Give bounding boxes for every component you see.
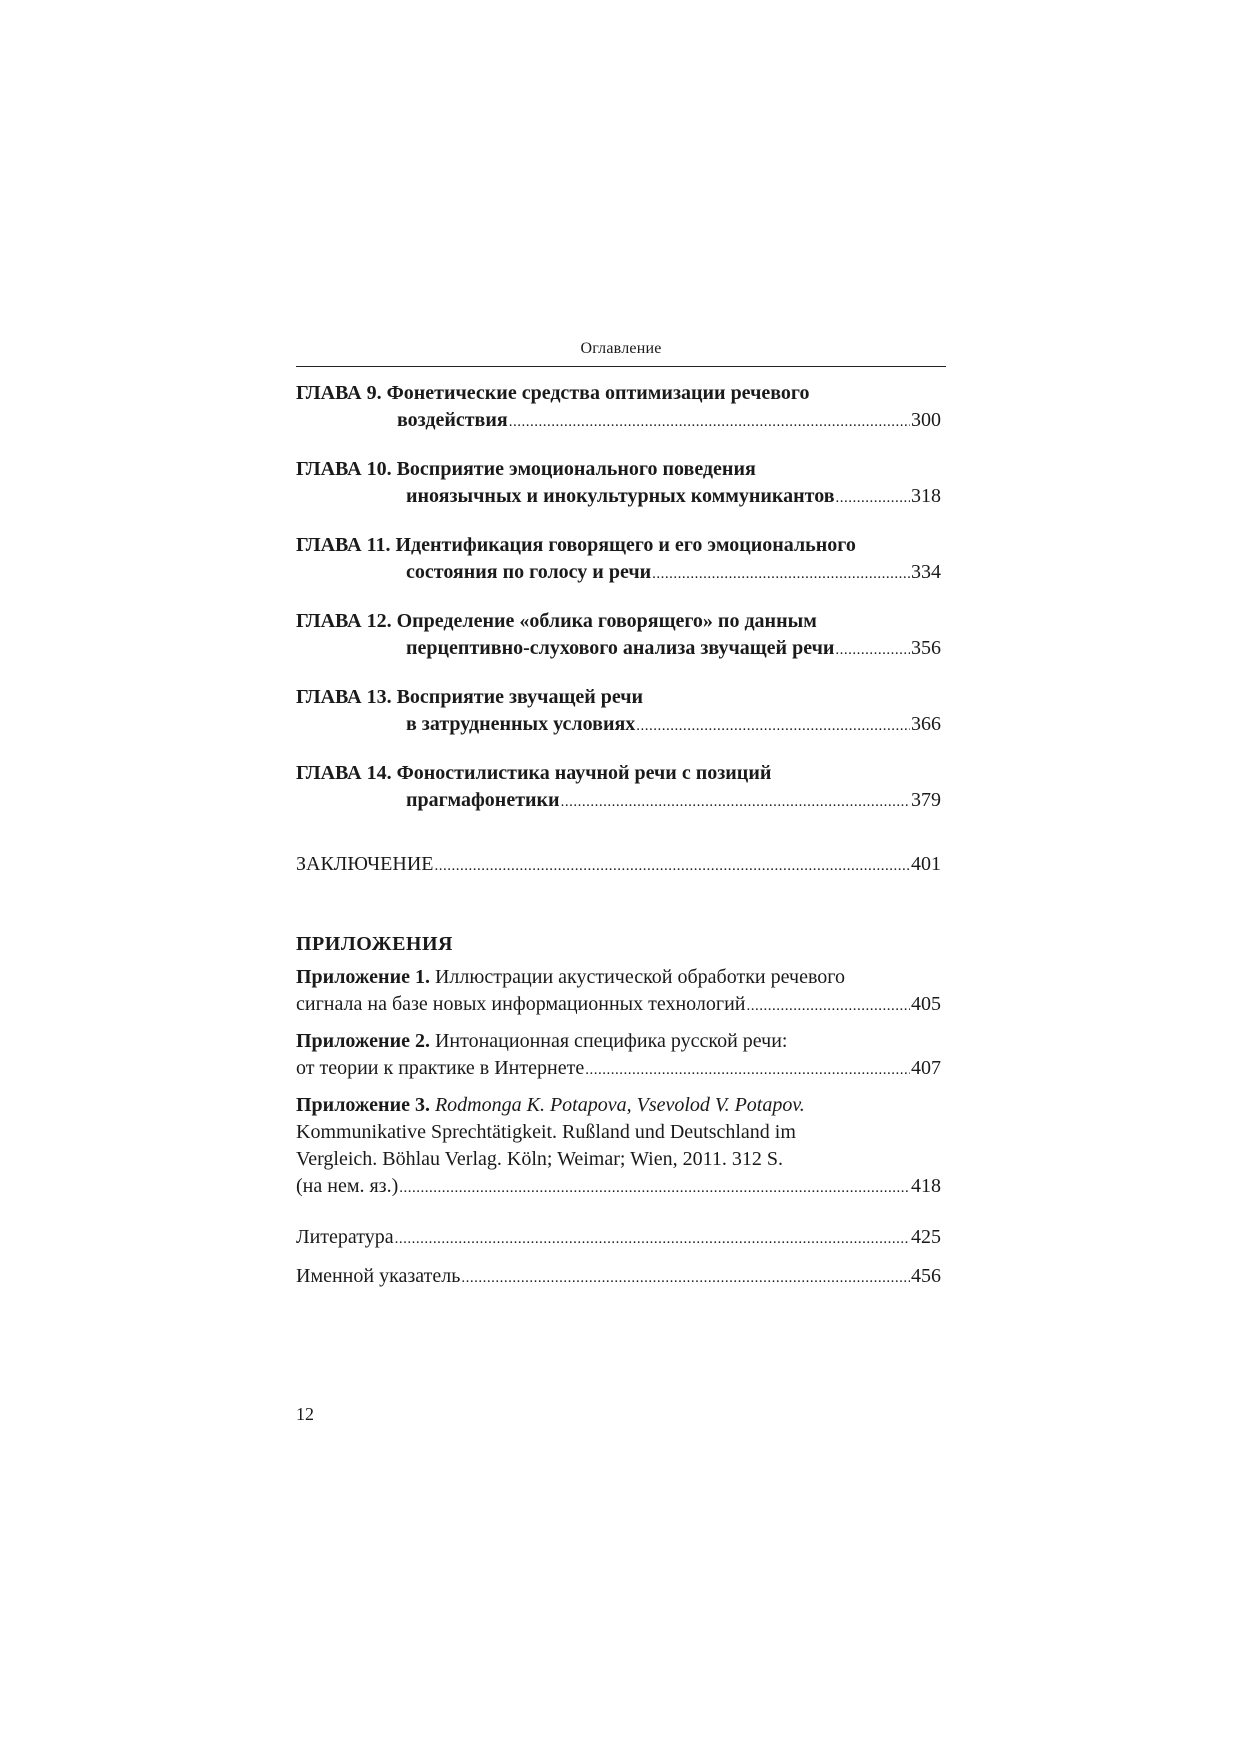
toc-entry-appendix-2[interactable] — [296, 1028, 941, 1082]
appendix-title-line3: Vergleich. Böhlau Verlag. Köln; Weimar; Wien, 2011. 312 S. — [296, 1148, 783, 1170]
chapter-title-line2: в затрудненных условиях — [406, 713, 636, 735]
appendix-title-line2: Kommunikative Sprechtätigkeit. Rußland und Deutschland im — [296, 1121, 796, 1143]
page-number: 12 — [296, 1404, 314, 1424]
table-of-contents — [296, 380, 941, 1290]
toc-entry-appendix-1[interactable] — [296, 964, 941, 1018]
leader-dots — [746, 991, 910, 1020]
conclusion-label: ЗАКЛЮЧЕНИЕ — [296, 853, 434, 875]
leader-dots — [636, 711, 910, 740]
leader-dots — [509, 407, 910, 436]
chapter-label: ГЛАВА 13. — [296, 686, 392, 708]
page-ref: 418 — [911, 1175, 941, 1197]
leader-dots — [399, 1173, 910, 1202]
appendix-label: Приложение 1. — [296, 966, 430, 988]
leader-dots — [585, 1055, 910, 1084]
page-ref: 405 — [911, 993, 941, 1015]
chapter-title-line1: Идентификация говорящего и его эмоционального — [395, 534, 856, 556]
toc-entry-conclusion[interactable] — [296, 851, 941, 878]
page-ref: 356 — [911, 637, 941, 659]
page-ref: 300 — [911, 409, 941, 431]
appendices-title: ПРИЛОЖЕНИЯ — [296, 933, 453, 955]
toc-entry-chapter-10[interactable] — [296, 456, 941, 510]
leader-dots — [395, 1224, 910, 1253]
toc-entry-chapter-9[interactable] — [296, 380, 941, 434]
chapter-label: ГЛАВА 10. — [296, 458, 392, 480]
leader-dots — [434, 851, 910, 880]
chapter-title-line1: Определение «облика говорящего» по данным — [396, 610, 817, 632]
name-index-label: Именной указатель — [296, 1265, 461, 1287]
chapter-title-line2: воздействия — [397, 409, 508, 431]
chapter-title-line2: иноязычных и инокультурных коммуникантов — [406, 485, 835, 507]
chapter-title-line1: Восприятие эмоционального поведения — [396, 458, 756, 480]
leader-dots — [652, 559, 910, 588]
leader-dots — [561, 787, 910, 816]
page-ref: 425 — [911, 1226, 941, 1248]
chapter-title-line2: прагмафонетики — [406, 789, 560, 811]
leader-dots — [461, 1263, 910, 1292]
toc-entry-appendix-3[interactable] — [296, 1092, 941, 1200]
toc-entry-name-index[interactable] — [296, 1263, 941, 1290]
appendix-title-line2: от теории к практике в Интернете — [296, 1057, 585, 1079]
chapter-title-line1: Восприятие звучащей речи — [396, 686, 644, 708]
chapter-title-line2: состояния по голосу и речи — [406, 561, 652, 583]
chapter-title-line1: Фонетические средства оптимизации речевого — [386, 382, 810, 404]
appendix-authors: Rodmonga K. Potapova, Vsevolod V. Potapov. — [434, 1094, 805, 1116]
literature-label: Литература — [296, 1226, 394, 1248]
appendix-title-line4: (на нем. яз.) — [296, 1175, 399, 1197]
chapter-title-line2: перцептивно-слухового анализа звучащей речи — [406, 637, 835, 659]
chapter-title-line1: Фоностилистика научной речи с позиций — [396, 762, 772, 784]
page-ref: 456 — [911, 1265, 941, 1287]
appendix-title-line1: Иллюстрации акустической обработки речевого — [434, 966, 845, 988]
toc-entry-chapter-11[interactable] — [296, 532, 941, 586]
toc-entry-literature[interactable] — [296, 1224, 941, 1251]
running-header: Оглавление — [580, 340, 662, 357]
appendix-title-line2: сигнала на базе новых информационных технологий — [296, 993, 746, 1015]
page-ref: 379 — [911, 789, 941, 811]
page-ref: 318 — [911, 485, 941, 507]
chapter-label: ГЛАВА 12. — [296, 610, 392, 632]
chapter-label: ГЛАВА 14. — [296, 762, 392, 784]
leader-dots — [835, 635, 910, 664]
page-ref: 407 — [911, 1057, 941, 1079]
leader-dots — [836, 483, 910, 512]
toc-entry-chapter-12[interactable] — [296, 608, 941, 662]
appendix-label: Приложение 2. — [296, 1030, 430, 1052]
page-ref: 334 — [911, 561, 941, 583]
page-ref: 366 — [911, 713, 941, 735]
chapter-label: ГЛАВА 11. — [296, 534, 391, 556]
page-ref: 401 — [911, 853, 941, 875]
header-rule — [296, 366, 946, 367]
chapter-label: ГЛАВА 9. — [296, 382, 382, 404]
toc-entry-chapter-13[interactable] — [296, 684, 941, 738]
toc-entry-chapter-14[interactable] — [296, 760, 941, 814]
appendix-label: Приложение 3. — [296, 1094, 430, 1116]
appendix-title-line1: Интонационная специфика русской речи: — [434, 1030, 788, 1052]
